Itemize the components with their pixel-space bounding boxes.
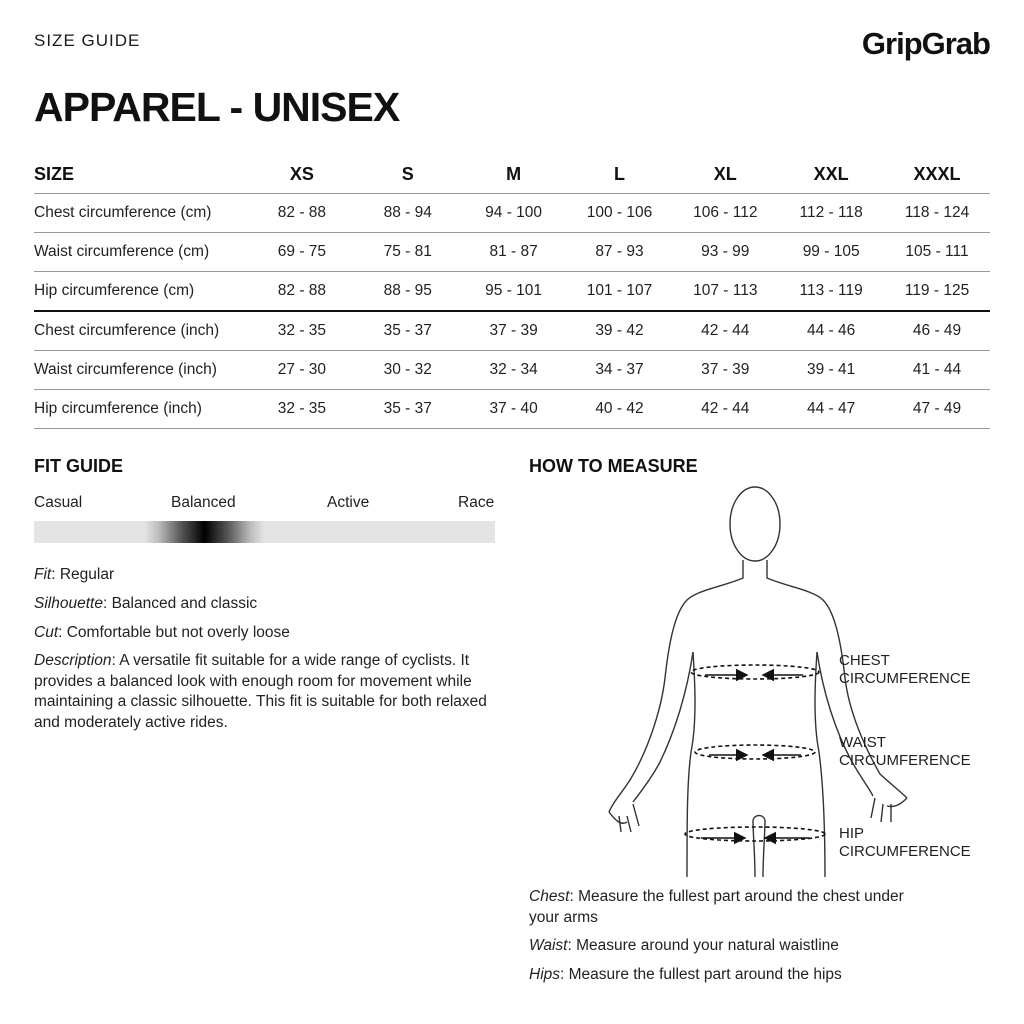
waist-circumference-label: WAIST CIRCUMFERENCE [839, 734, 971, 769]
table-cell: 37 - 39 [461, 311, 567, 351]
table-row [34, 351, 990, 390]
fit-detail-silhouette [34, 594, 504, 615]
table-cell: 34 - 37 [567, 351, 673, 390]
measure-note-hips [529, 965, 999, 986]
row-label: Waist circumference (inch) [34, 351, 249, 390]
size-table [34, 155, 990, 429]
table-cell: 107 - 113 [672, 272, 778, 312]
table-cell: 81 - 87 [461, 233, 567, 272]
table-cell: 40 - 42 [567, 390, 673, 429]
table-row [34, 272, 990, 312]
silhouette-value: : Balanced and classic [102, 595, 258, 612]
chest-note-text: : Measure the fullest part around the chest under your arms [529, 888, 904, 926]
table-row [34, 233, 990, 272]
fit-scale-active: Active [327, 494, 370, 511]
table-cell: 42 - 44 [672, 390, 778, 429]
table-cell: 118 - 124 [884, 194, 990, 233]
table-row [34, 194, 990, 233]
row-label: Chest circumference (cm) [34, 194, 249, 233]
fit-value: : Regular [51, 566, 115, 583]
table-cell: 88 - 94 [355, 194, 461, 233]
measure-note-waist [529, 936, 999, 957]
row-label: Waist circumference (cm) [34, 233, 249, 272]
how-to-measure-heading: HOW TO MEASURE [529, 456, 698, 476]
fit-detail-description [34, 651, 504, 733]
description-label: Description [34, 652, 112, 669]
row-label: Hip circumference (inch) [34, 390, 249, 429]
size-table-header-row [34, 155, 990, 194]
table-cell: 42 - 44 [672, 311, 778, 351]
fit-scale-race: Race [458, 494, 495, 511]
column-header-xxl: XXL [778, 155, 884, 194]
fit-guide-heading: FIT GUIDE [34, 456, 123, 476]
fit-scale-casual: Casual [34, 494, 83, 511]
table-cell: 113 - 119 [778, 272, 884, 312]
table-cell: 41 - 44 [884, 351, 990, 390]
fit-detail-fit [34, 565, 504, 586]
hip-measure-loop [685, 827, 825, 841]
table-cell: 32 - 34 [461, 351, 567, 390]
table-cell: 35 - 37 [355, 311, 461, 351]
table-cell: 30 - 32 [355, 351, 461, 390]
description-value: : A versatile fit suitable for a wide range of cyclists. It provides a balanced look with enough room for movement while maintaining a classic silhouette. This fit is suitable for both relaxed and moderately active rides. [34, 652, 487, 731]
table-cell: 82 - 88 [249, 194, 355, 233]
chest-note-label: Chest [529, 888, 570, 905]
chest-circumference-label: CHEST CIRCUMFERENCE [839, 652, 971, 687]
brand-logo: GripGrab [861, 26, 990, 61]
table-cell: 37 - 40 [461, 390, 567, 429]
table-cell: 46 - 49 [884, 311, 990, 351]
column-header-s: S [355, 155, 461, 194]
measure-note-chest [529, 887, 909, 928]
column-header-xxxl: XXXL [884, 155, 990, 194]
waist-note-label: Waist [529, 937, 568, 954]
row-label: Chest circumference (inch) [34, 311, 249, 351]
fit-detail-cut [34, 623, 504, 644]
table-cell: 39 - 41 [778, 351, 884, 390]
table-cell: 47 - 49 [884, 390, 990, 429]
hip-circumference-label: HIP CIRCUMFERENCE [839, 825, 971, 860]
chest-measure-loop [691, 665, 819, 679]
table-cell: 75 - 81 [355, 233, 461, 272]
table-cell: 82 - 88 [249, 272, 355, 312]
fit-scale-balanced: Balanced [171, 494, 236, 511]
table-cell: 99 - 105 [778, 233, 884, 272]
table-cell: 95 - 101 [461, 272, 567, 312]
column-header-xl: XL [672, 155, 778, 194]
table-cell: 105 - 111 [884, 233, 990, 272]
table-row [34, 311, 990, 351]
table-cell: 119 - 125 [884, 272, 990, 312]
waist-measure-loop [695, 745, 815, 759]
column-header-xs: XS [249, 155, 355, 194]
table-cell: 100 - 106 [567, 194, 673, 233]
table-cell: 44 - 46 [778, 311, 884, 351]
table-cell: 93 - 99 [672, 233, 778, 272]
page-title: APPAREL - UNISEX [34, 84, 400, 130]
column-header-l: L [567, 155, 673, 194]
table-cell: 27 - 30 [249, 351, 355, 390]
table-cell: 101 - 107 [567, 272, 673, 312]
table-cell: 69 - 75 [249, 233, 355, 272]
table-cell: 106 - 112 [672, 194, 778, 233]
hips-note-label: Hips [529, 966, 561, 983]
column-header-m: M [461, 155, 567, 194]
table-cell: 88 - 95 [355, 272, 461, 312]
table-cell: 112 - 118 [778, 194, 884, 233]
table-cell: 94 - 100 [461, 194, 567, 233]
table-cell: 39 - 42 [567, 311, 673, 351]
row-label: Hip circumference (cm) [34, 272, 249, 312]
table-cell: 37 - 39 [672, 351, 778, 390]
table-cell: 44 - 47 [778, 390, 884, 429]
silhouette-label: Silhouette [34, 595, 103, 612]
table-cell: 35 - 37 [355, 390, 461, 429]
waist-note-text: : Measure around your natural waistline [567, 937, 839, 954]
table-row [34, 390, 990, 429]
column-header-size: SIZE [34, 155, 249, 194]
cut-value: : Comfortable but not overly loose [58, 624, 290, 641]
fit-scale-bar [34, 521, 495, 543]
size-guide-eyebrow: SIZE GUIDE [34, 31, 141, 50]
table-cell: 32 - 35 [249, 311, 355, 351]
table-cell: 87 - 93 [567, 233, 673, 272]
fit-label: Fit [34, 566, 52, 583]
cut-label: Cut [34, 624, 59, 641]
table-cell: 32 - 35 [249, 390, 355, 429]
hips-note-text: : Measure the fullest part around the hips [560, 966, 842, 983]
